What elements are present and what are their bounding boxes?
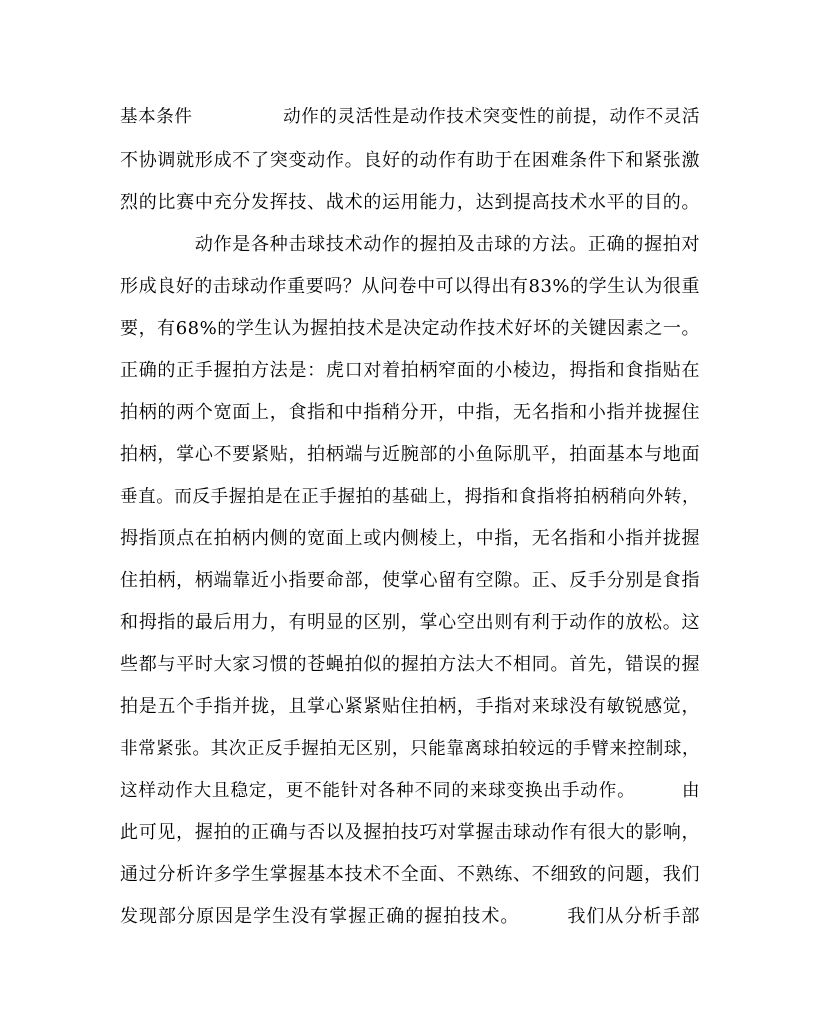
text-line: 垂直。而反手握拍是在正手握拍的基础上，拇指和食指将拍柄稍向外转， (120, 487, 700, 507)
text-line: 和拇指的最后用力，有明显的区别，掌心空出则有利于动作的放松。这 (120, 612, 700, 633)
text-line: 此可见，握拍的正确与否以及握拍技巧对掌握击球动作有很大的影响， (120, 822, 700, 843)
text-line: 拍柄，掌心不要紧贴，拍柄端与近腕部的小鱼际肌平，拍面基本与地面 (120, 444, 700, 465)
text-line: 正确的正手握拍方法是：虎口对着拍柄窄面的小棱边，拇指和食指贴在 (120, 360, 700, 381)
text-line: 通过分析许多学生掌握基本技术不全面、不熟练、不细致的问题，我们 (120, 864, 700, 885)
text-line: 非常紧张。其次正反手握拍无区别，只能靠离球拍较远的手臂来控制球， (120, 739, 700, 759)
text-line: 发现部分原因是学生没有掌握正确的握拍技术。 我们从分析手部 (120, 906, 700, 927)
text-line: 拍是五个手指并拢，且掌心紧紧贴住拍柄，手指对来球没有敏锐感觉， (120, 696, 700, 717)
text-line: 这样动作大且稳定，更不能针对各种不同的来球变换出手动作。 由 (120, 781, 700, 801)
text-line: 要，有68%的学生认为握拍技术是决定动作技术好坏的关键因素之一。 (120, 318, 700, 339)
text-line: 烈的比赛中充分发挥技、战术的运用能力，达到提高技术水平的目的。 (120, 192, 700, 213)
text-line: 拇指顶点在拍柄内侧的宽面上或内侧棱上，中指，无名指和小指并拢握 (120, 528, 700, 549)
text-line: 住拍柄，柄端靠近小指要命部，使掌心留有空隙。正、反手分别是食指 (120, 570, 700, 591)
text-line: 些都与平时大家习惯的苍蝇拍似的握拍方法大不相同。首先，错误的握 (120, 654, 700, 675)
text-line: 动作是各种击球技术动作的握拍及击球的方法。正确的握拍对 (120, 234, 700, 255)
text-line: 基本条件 动作的灵活性是动作技术突变性的前提，动作不灵活 (120, 107, 700, 127)
text-line: 不协调就形成不了突变动作。良好的动作有助于在困难条件下和紧张激 (120, 150, 700, 171)
text-line: 拍柄的两个宽面上，食指和中指稍分开，中指，无名指和小指并拢握住 (120, 402, 700, 423)
text-line: 形成良好的击球动作重要吗？从问卷中可以得出有83%的学生认为很重 (120, 276, 700, 297)
